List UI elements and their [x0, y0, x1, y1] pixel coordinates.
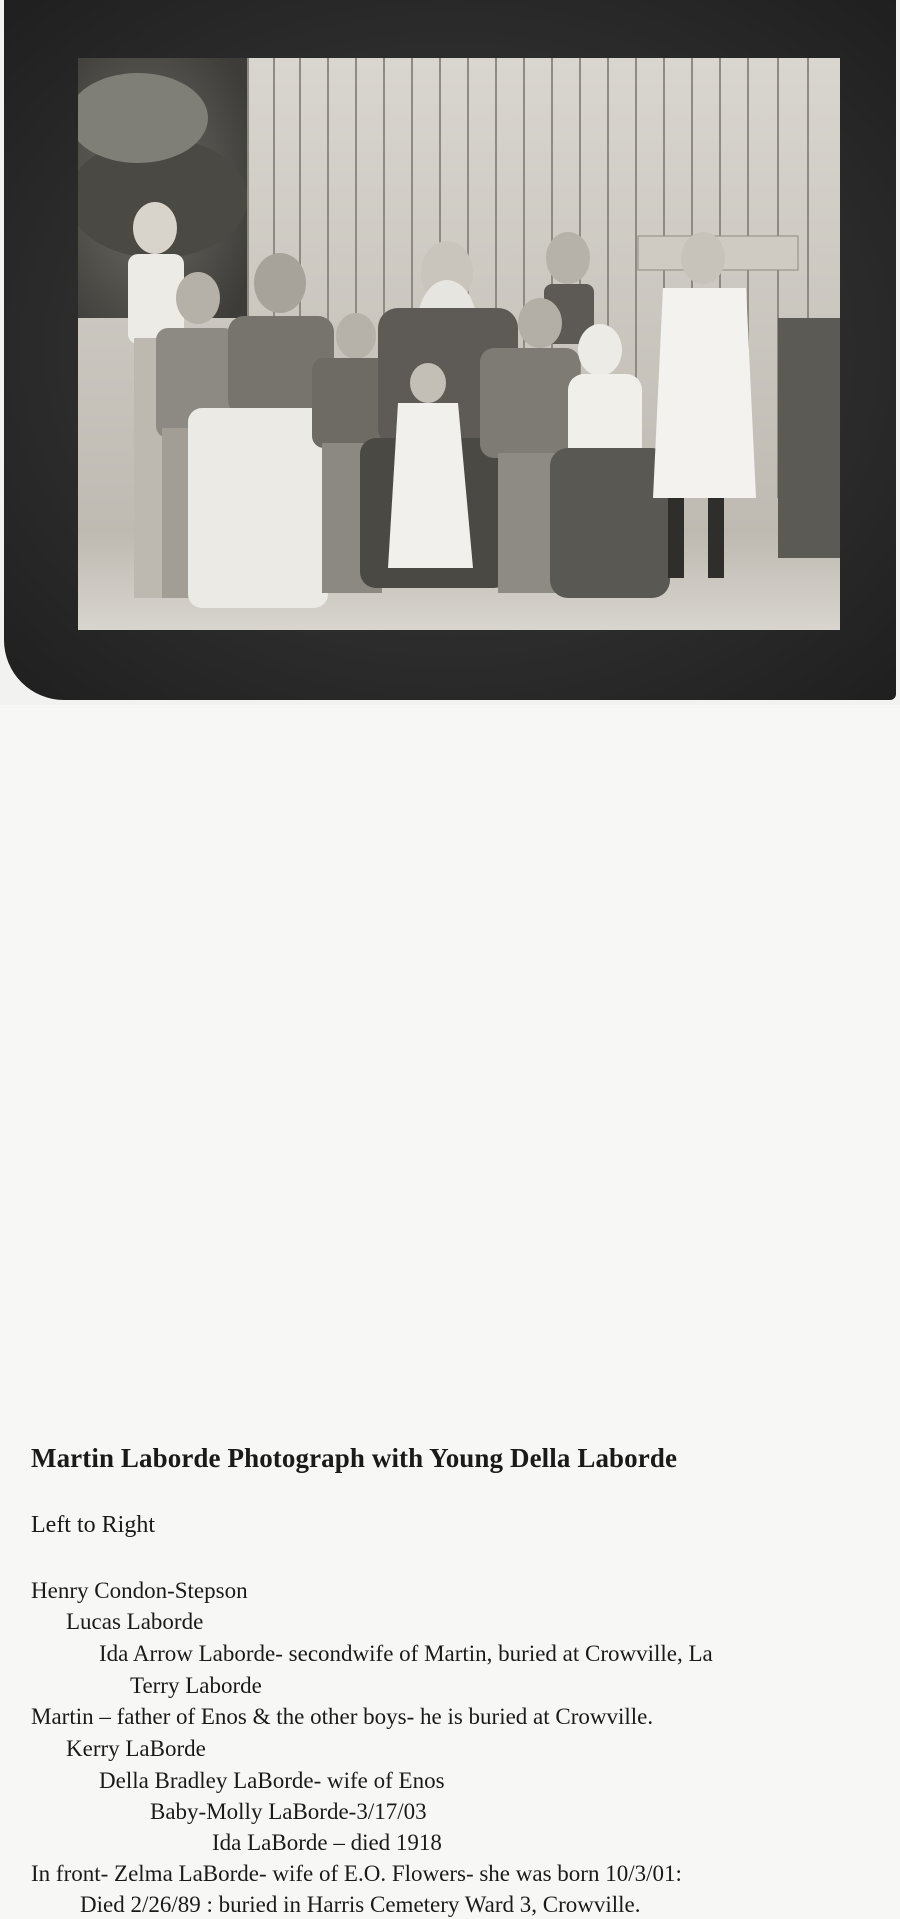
photo-illustration — [78, 58, 840, 630]
caption-line: Henry Condon-Stepson — [31, 1578, 248, 1603]
caption-line: In front- Zelma LaBorde- wife of E.O. Flowers- she was born 10/3/01: — [31, 1861, 682, 1886]
caption-line: Terry Laborde — [130, 1673, 262, 1698]
caption-line: Kerry LaBorde — [66, 1736, 206, 1761]
caption-line: Ida Arrow Laborde- secondwife of Martin, buried at Crowville, La — [99, 1641, 713, 1666]
family-photograph — [78, 58, 840, 630]
caption-line: Martin – father of Enos & the other boys- he is buried at Crowville. — [31, 1704, 654, 1729]
caption-line: Ida LaBorde – died 1918 — [212, 1830, 442, 1855]
caption-line: Died 2/26/89 : buried in Harris Cemetery Ward 3, Crowville. — [80, 1892, 641, 1917]
caption-title: Martin Laborde Photograph with Young Della Laborde — [31, 1443, 678, 1473]
photo-mount — [0, 0, 900, 705]
caption-panel — [0, 705, 900, 1917]
caption-line: Baby-Molly LaBorde-3/17/03 — [150, 1799, 427, 1824]
caption-line: Della Bradley LaBorde- wife of Enos — [99, 1768, 445, 1793]
caption-line: Lucas Laborde — [66, 1609, 204, 1634]
caption-subtitle: Left to Right — [31, 1512, 155, 1538]
